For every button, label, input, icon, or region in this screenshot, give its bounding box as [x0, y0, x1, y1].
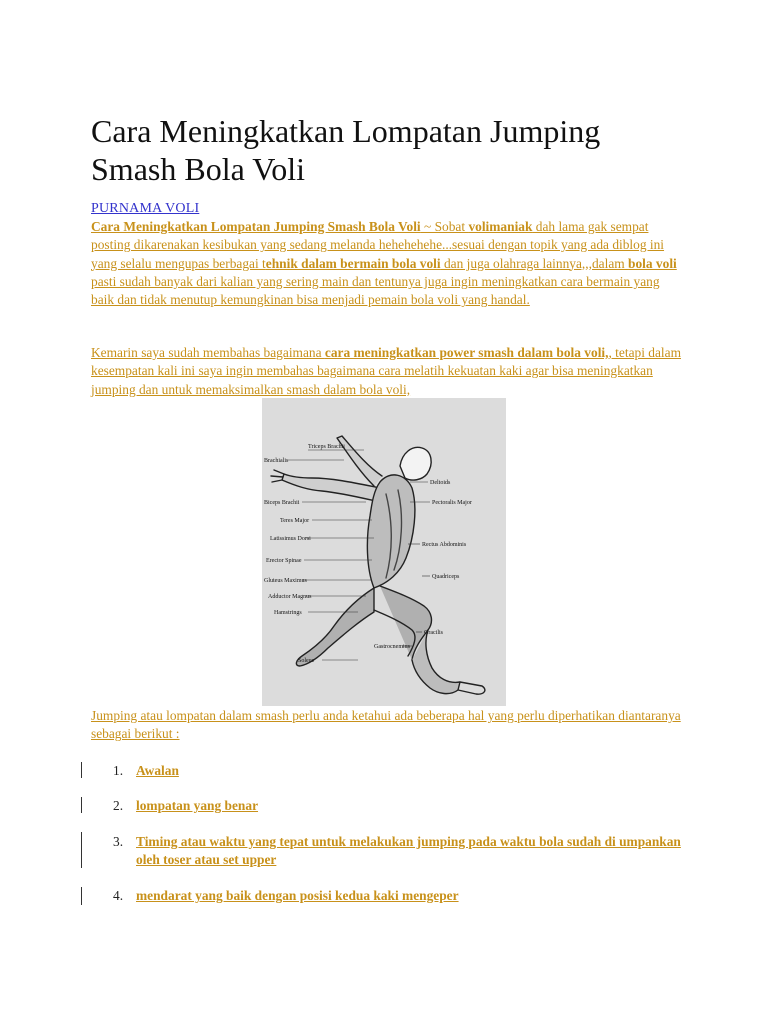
muscle-anatomy-figure [262, 398, 506, 706]
p2-text-1: Kemarin saya sudah membahas bagaimana [91, 345, 325, 360]
figure-label: Pectoralis Major [432, 500, 472, 506]
bola-voli-link[interactable]: bola voli [628, 255, 677, 271]
figure-label: Adductor Magnus [268, 594, 312, 600]
list-item-link[interactable]: Awalan [136, 763, 179, 778]
intro-text-4: pasti sudah banyak dari kalian yang sering main dan tentunya juga ingin meningkatkan cara bermain yang baik dan tidak menutup kemungkinan bisa menjadi pemain bola voli yang handal. [91, 273, 660, 308]
list-number: 1. [113, 763, 124, 778]
tehnik-link[interactable]: ehnik dalam bermain bola voli [265, 255, 441, 271]
second-paragraph [91, 344, 683, 399]
list-item-link[interactable]: mendarat yang baik dengan posisi kedua kaki mengeper [136, 888, 459, 903]
list-marker-bar [81, 797, 82, 813]
list-marker-bar [81, 762, 82, 778]
muscle-anatomy-drawing [262, 398, 506, 706]
figure-label: Biceps Brachii [264, 500, 300, 506]
third-paragraph [91, 707, 683, 744]
list-marker-bar [81, 887, 82, 905]
list-number: 2. [113, 798, 124, 813]
list-number: 3. [113, 834, 124, 849]
figure-label: Erector Spinae [266, 558, 302, 564]
figure-label: Gluteus Maximus [264, 578, 307, 584]
intro-text-3: dan juga olahraga lainnya,,,dalam [440, 255, 629, 271]
list-item-link[interactable]: Timing atau waktu yang tepat untuk melakukan jumping pada waktu bola sudah di umpankan oleh toser atau set upper [136, 834, 681, 867]
p2-text-2: , tetapi dalam kesempatan kali ini saya ingin membahas bagaimana cara melatih kekuatan kaki agar bisa meningkatkan jumping dan untuk memaksimalkan smash dalam bola voli, [91, 345, 681, 397]
figure-label: Gracilis [424, 630, 443, 636]
figure-label: Rectus Abdominis [422, 542, 467, 548]
figure-label: Triceps Brachii [308, 444, 345, 450]
figure-label: Teres Major [280, 518, 310, 524]
figure-label: Gastrocnemius [374, 644, 410, 650]
p3-text: Jumping atau lompatan dalam smash perlu anda ketahui ada beberapa hal yang perlu diperhatikan diantaranya sebagai berikut : [91, 708, 681, 742]
figure-label: Soleus [298, 658, 315, 664]
figure-label: Hamstrings [274, 610, 302, 616]
figure-label: Deltoids [430, 480, 451, 486]
intro-text-1: ~ Sobat [420, 219, 469, 234]
intro-paragraph [91, 218, 683, 309]
figure-label: Brachialis [264, 458, 289, 464]
list-item-link[interactable]: lompatan yang benar [136, 798, 259, 813]
page-title: Cara Meningkatkan Lompatan Jumping Smash Bola Voli [91, 113, 601, 187]
power-smash-link[interactable]: cara meningkatkan power smash dalam bola voli, [324, 345, 609, 360]
author-link[interactable]: PURNAMA VOLI [91, 201, 200, 216]
lead-title-bold[interactable]: Cara Meningkatkan Lompatan Jumping Smash Bola Voli [91, 219, 421, 234]
figure-label: Latissimus Dorsi [270, 536, 311, 542]
list-marker-bar [81, 832, 82, 868]
volimaniak-link[interactable]: volimaniak [468, 219, 533, 234]
figure-label: Quadriceps [432, 574, 460, 580]
intro-text-2: dah lama gak sempat posting dikarenakan kesibukan yang sedang melanda hehehehehe...sesuai dengan topik yang ada diblog ini yang selalu mengupas berbagai t [91, 219, 665, 271]
list-number: 4. [113, 888, 124, 903]
